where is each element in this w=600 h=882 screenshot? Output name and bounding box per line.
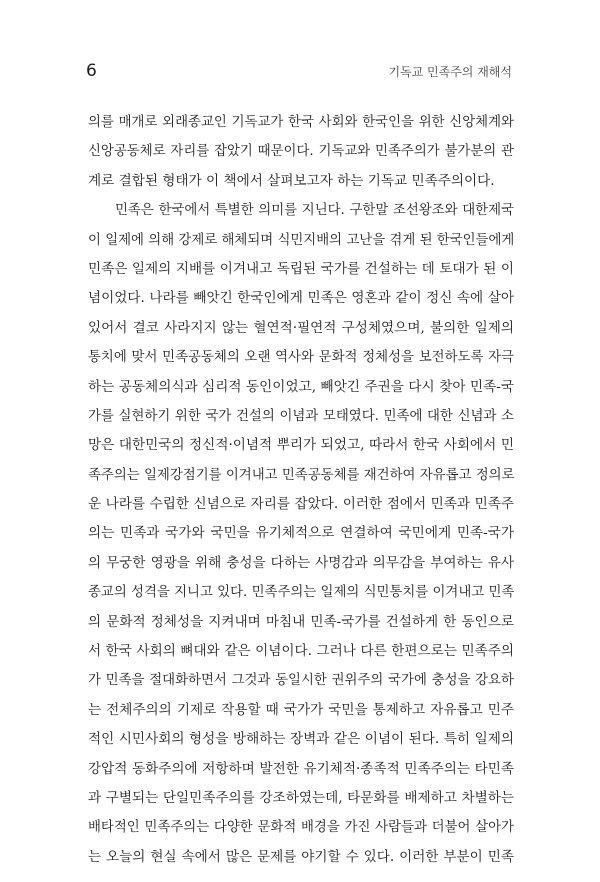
text-line: 적인 시민사회의 형성을 방해하는 장벽과 같은 이념이 된다. 특히 일제의	[88, 731, 514, 748]
text-line: 하는 공동체의식과 심리적 동인이었고, 빼앗긴 주권을 다시 찾아 민족-국	[88, 378, 514, 395]
text-line: 민족은 일제의 지배를 이겨내고 독립된 국가를 건설하는 데 토대가 된 이	[88, 260, 514, 277]
text-line: 강압적 동화주의에 저항하며 발전한 유기체적·종족적 민족주의는 타민족	[88, 760, 514, 777]
text-line: 의 무궁한 영광을 위해 충성을 다하는 사명감과 의무감을 부여하는 유사	[88, 554, 514, 571]
body-text	[88, 108, 514, 872]
text-line: 망은 대한민국의 정신적·이념적 뿌리가 되었고, 따라서 한국 사회에서 민	[88, 437, 514, 454]
text-line: 운 나라를 수립한 신념으로 자리를 잡았다. 이러한 점에서 민족과 민족주	[88, 496, 514, 513]
text-line: 통치에 맞서 민족공동체의 오랜 역사와 문화적 정체성을 보전하도록 자극	[88, 350, 514, 366]
running-header-title: 기독교 민족주의 재해석	[388, 65, 512, 79]
text-line: 는 전체주의의 기제로 작용할 때 국가가 국민을 통제하고 자유롭고 민주	[88, 701, 514, 718]
text-line: 의 문화적 정체성을 지켜내며 마침내 민족-국가를 건설하게 한 동인으로	[88, 613, 514, 630]
text-line: 념이었다. 나라를 빼앗긴 한국인에게 민족은 영혼과 같이 정신 속에 살아	[88, 290, 514, 307]
text-line: 배타적인 민족주의는 다양한 문화적 배경을 가진 사람들과 더불어 살아가	[88, 820, 514, 836]
paragraph-first-line: 민족은 한국에서 특별한 의미를 지닌다. 구한말 조선왕조와 대한제국	[115, 203, 514, 219]
text-line: 계로 결합된 형태가 이 책에서 살펴보고자 하는 기독교 민족주의이다.	[88, 172, 495, 189]
text-line: 서 한국 사회의 뼈대와 같은 이념이다. 그러나 다른 한편으로는 민족주의	[88, 643, 514, 660]
text-line: 있어서 결코 사라지지 않는 혈연적·필연적 구성체였으며, 불의한 일제의	[88, 319, 514, 336]
text-line: 의는 민족과 국가와 국민을 유기체적으로 연결하여 국민에게 민족-국가	[88, 525, 514, 542]
text-line: 족주의는 일제강점기를 이겨내고 민족공동체를 재건하여 자유롭고 정의로	[88, 467, 515, 483]
text-line: 는 오늘의 현실 속에서 많은 문제를 야기할 수 있다. 이러한 부분이 민족	[88, 848, 514, 865]
text-line: 의를 매개로 외래종교인 기독교가 한국 사회와 한국인을 위한 신앙체계와	[88, 115, 514, 130]
text-line: 가를 실현하기 위한 국가 건설의 이념과 모태였다. 민족에 대한 신념과 소	[88, 408, 514, 424]
page-number: 6	[86, 61, 97, 81]
text-line: 과 구별되는 단일민족주의를 강조하였는데, 타문화를 배제하고 차별하는	[88, 789, 514, 806]
text-line: 이 일제에 의해 강제로 해체되며 식민지배의 고난을 겪게 된 한국인들에게	[88, 232, 515, 248]
text-line: 가 민족을 절대화하면서 그것과 동일시한 권위주의 국가에 충성을 강요하	[88, 673, 514, 689]
text-line: 종교의 성격을 지니고 있다. 민족주의는 일제의 식민통치를 이겨내고 민족	[88, 585, 515, 601]
text-line: 신앙공동체로 자리를 잡았기 때문이다. 기독교와 민족주의가 불가분의 관	[88, 144, 514, 160]
